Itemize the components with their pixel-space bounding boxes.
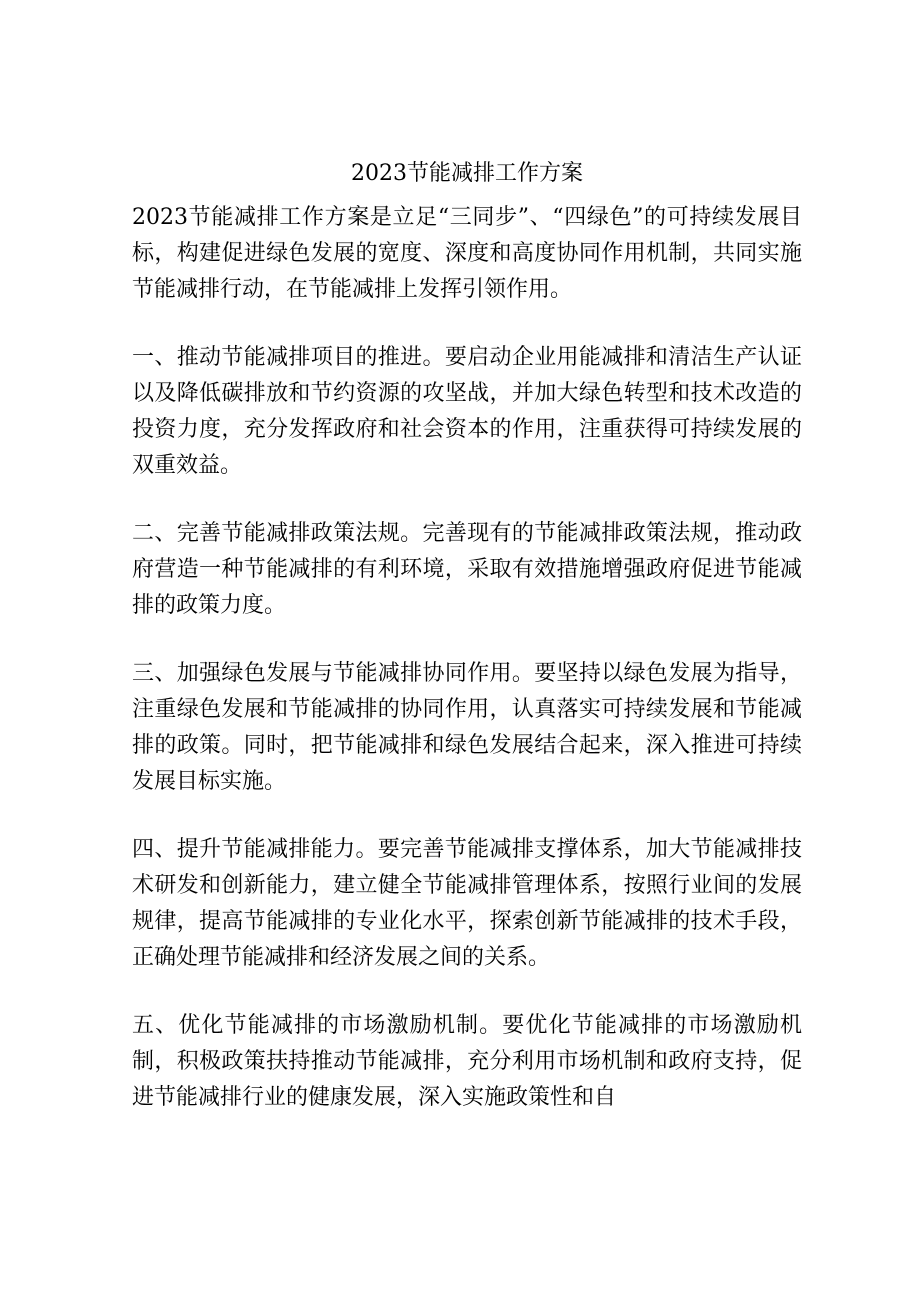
paragraph-section-2: 二、完善节能减排政策法规。完善现有的节能减排政策法规，推动政府营造一种节能减排的有利环境，采取有效措施增强政府促进节能减排的政策力度。 xyxy=(132,521,802,618)
paragraph-section-1: 一、推动节能减排项目的推进。要启动企业用能减排和清洁生产认证以及降低碳排放和节约资源的攻坚战，并加大绿色转型和技术改造的投资力度，充分发挥政府和社会资本的作用，注重获得可持续发展的双重效益。 xyxy=(132,345,802,478)
document-title: 2023节能减排工作方案 xyxy=(351,161,583,186)
paragraph-intro: 2023节能减排工作方案是立足“三同步”、“四绿色”的可持续发展目标，构建促进绿色发展的宽度、深度和高度协同作用机制，共同实施节能减排行动，在节能减排上发挥引领作用。 xyxy=(132,205,802,302)
paragraph-section-5: 五、优化节能减排的市场激励机制。要优化节能减排的市场激励机制，积极政策扶持推动节能减排，充分利用市场机制和政府支持，促进节能减排行业的健康发展，深入实施政策性和自 xyxy=(132,1013,802,1110)
paragraph-section-3: 三、加强绿色发展与节能减排协同作用。要坚持以绿色发展为指导，注重绿色发展和节能减排的协同作用，认真落实可持续发展和节能减排的政策。同时，把节能减排和绿色发展结合起来，深入推进可持续发展目标实施。 xyxy=(132,661,802,794)
paragraph-section-4: 四、提升节能减排能力。要完善节能减排支撑体系，加大节能减排技术研发和创新能力，建立健全节能减排管理体系，按照行业间的发展规律，提高节能减排的专业化水平，探索创新节能减排的技术手段，正确处理节能减排和经济发展之间的关系。 xyxy=(132,837,802,970)
document-page xyxy=(132,156,802,1148)
